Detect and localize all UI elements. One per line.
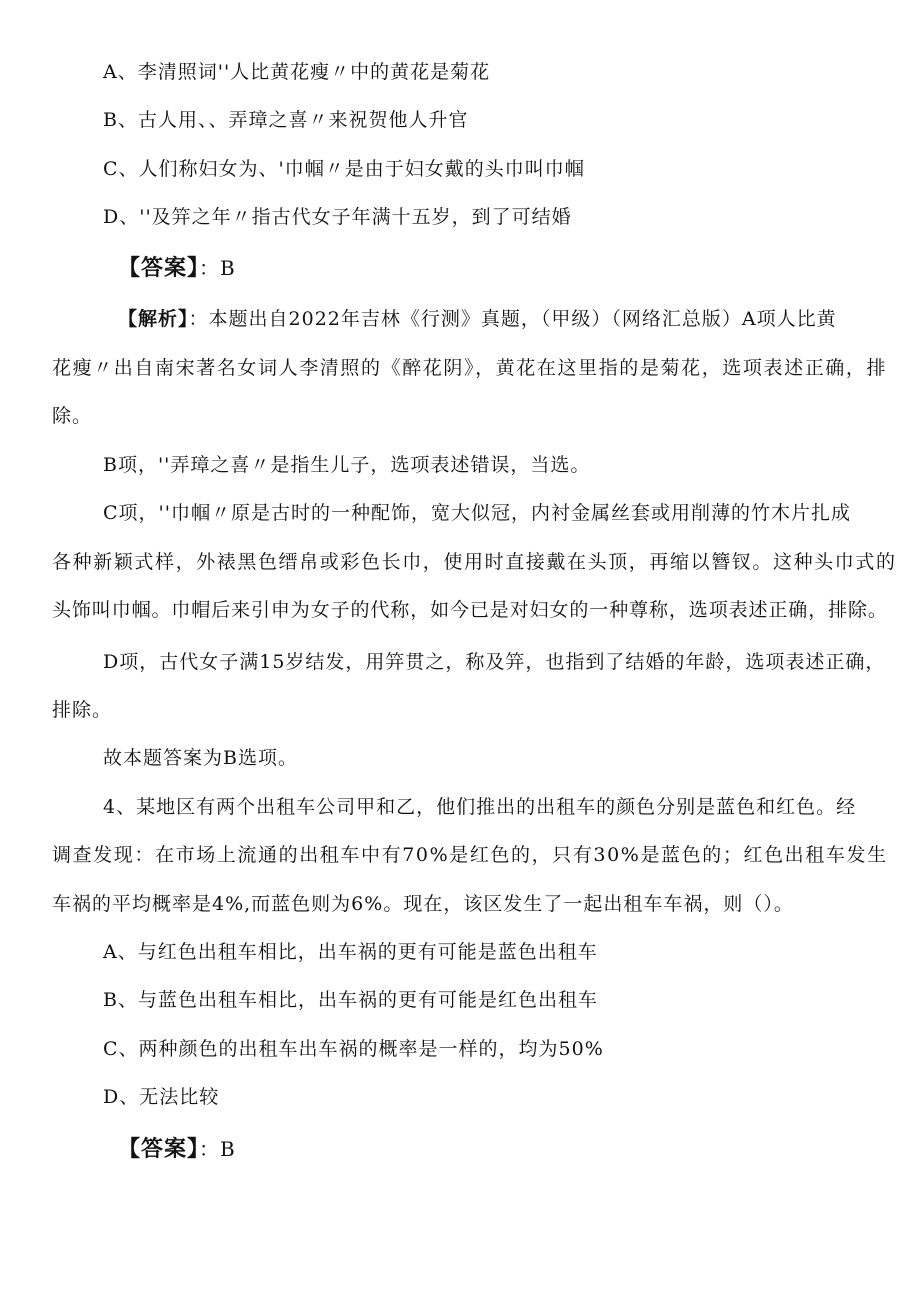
q4-option-a: A、与红色出租车相比，出车祸的更有可能是蓝色出租车: [103, 941, 598, 963]
q3-option-c: C、人们称妇女为、'巾帼〃是由于妇女戴的头巾叫巾帼: [103, 158, 585, 180]
q3-option-a: A、李清照词''人比黄花瘦〃中的黄花是菊花: [103, 61, 491, 83]
q3-option-b: B、古人用、、弄璋之喜〃来祝贺他人升官: [103, 109, 469, 131]
answer-value: ：B: [199, 1137, 236, 1161]
analysis-option-c-line-2: 各种新颖式样，外裱黑色缙帛或彩色长巾，使用时直接戴在头顶，再缩以簪钗。这种头巾式的: [52, 551, 897, 573]
analysis-label: 【解析】: [118, 308, 189, 330]
q4-option-c: C、两种颜色的出租车出车祸的概率是一样的，均为50%: [103, 1038, 604, 1060]
q4-option-b: B、与蓝色出租车相比，出车祸的更有可能是红色出租车: [103, 989, 598, 1011]
q4-option-d: D、无法比较: [103, 1086, 220, 1108]
analysis-line-3: 除。: [52, 405, 93, 427]
q4-stem-line-1: 4、某地区有两个出租车公司甲和乙，他们推出的出租车的颜色分别是蓝色和红色。经: [103, 796, 857, 818]
analysis-option-b: B项，''弄璋之喜〃是指生儿子，选项表述错误，当选。: [103, 454, 591, 476]
q4-stem-line-3: 车祸的平均概率是4%,而蓝色则为6%。现在，该区发生了一起出租车车祸，则（）。: [52, 893, 794, 915]
q3-answer: [118, 256, 236, 281]
answer-label: 【答案】: [118, 256, 200, 281]
analysis-option-d-line-1: D项，古代女子满15岁结发，用笄贯之，称及笄，也指到了结婚的年龄，选项表述正确，: [103, 651, 886, 673]
analysis-text: ：本题出自2022年吉林《行测》真题，（甲级）（网络汇总版）A项人比黄: [188, 308, 837, 330]
q4-answer: [118, 1137, 236, 1162]
answer-label: 【答案】: [118, 1137, 200, 1162]
analysis-option-d-line-2: 排除。: [52, 699, 113, 721]
analysis-conclusion: 故本题答案为B选项。: [103, 747, 298, 769]
analysis-line-2: 花瘦〃出自南宋著名女词人李清照的《醉花阴》，黄花在这里指的是菊花，选项表述正确，排: [52, 357, 888, 379]
q4-stem-line-2: 调查发现：在市场上流通的出租车中有70%是红色的，只有30%是蓝色的；红色出租车发生: [52, 844, 888, 866]
analysis-line-1: [118, 307, 837, 331]
answer-value: ：B: [199, 256, 236, 280]
q3-option-d: D、''及笄之年〃指古代女子年满十五岁，到了可结婚: [103, 206, 572, 228]
analysis-option-c-line-1: C项，''巾帼〃原是古时的一种配饰，宽大似冠，内衬金属丝套或用削薄的竹木片扎成: [103, 502, 851, 524]
analysis-option-c-line-3: 头饰叫巾帼。巾帽后来引申为女子的代称，如今已是对妇女的一种尊称，选项表述正确，排除。: [52, 599, 888, 621]
